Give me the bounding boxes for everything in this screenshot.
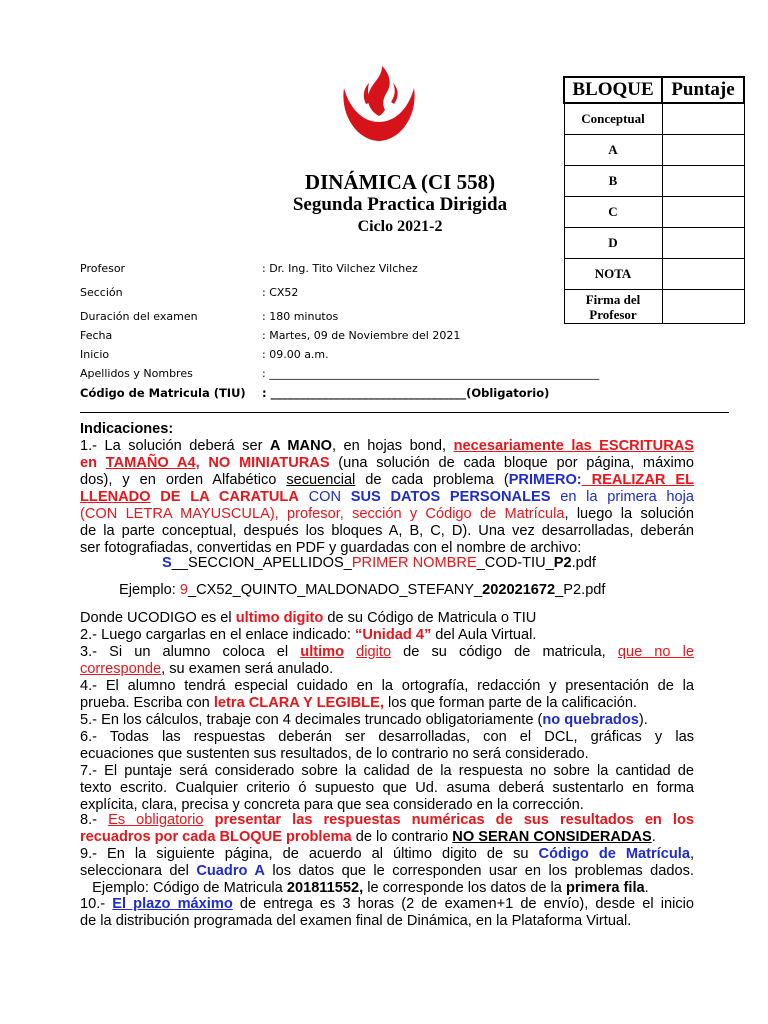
score-cell — [662, 228, 744, 259]
indicaciones-heading: Indicaciones: — [80, 421, 174, 437]
info-row-seccion — [80, 286, 720, 304]
info-label: Inicio — [80, 348, 110, 361]
info-value: : Martes, 09 de Noviembre del 2021 — [262, 329, 461, 342]
info-value: : Dr. Ing. Tito Vilchez Vilchez — [262, 262, 418, 275]
score-cell — [662, 166, 744, 197]
firma-line-2: Profesor — [589, 306, 637, 322]
score-row-label: NOTA — [564, 259, 662, 290]
filename-example: Ejemplo: 9_CX52_QUINTO_MALDONADO_STEFANY_202021672_P2.pdf — [119, 582, 606, 598]
info-label: Sección — [80, 286, 123, 299]
info-label: Fecha — [80, 329, 113, 342]
indicacion-5: 5.- En los cálculos, trabaje con 4 decimales truncado obligatoriamente (no quebrados). — [80, 712, 648, 728]
score-header-bloque: BLOQUE — [564, 77, 662, 103]
info-value: : CX52 — [262, 286, 299, 299]
score-row-label: Conceptual — [564, 103, 662, 135]
score-cell — [662, 103, 744, 135]
firma-line-1: Firma del — [585, 291, 641, 307]
info-row-fecha — [80, 329, 720, 347]
indicacion-4: 4.- El alumno tendrá especial cuidado en la ortografía, redacción y presentación de la prueba. Escriba con letra CLARA Y LEGIBLE, los que forman parte de la calificación. — [80, 678, 694, 711]
exam-subtitle: Segunda Practica Dirigida — [292, 194, 508, 215]
info-label: Código de Matricula (TIU) — [80, 386, 246, 400]
info-row-duracion — [80, 310, 720, 328]
score-row-label: C — [564, 197, 662, 228]
score-row-label: D — [564, 228, 662, 259]
info-value: : 09.00 a.m. — [262, 348, 329, 361]
score-row-label: A — [564, 135, 662, 166]
info-row-apellidos — [80, 367, 720, 385]
info-value: : __________________________________(Obligatorio) — [262, 386, 550, 400]
university-logo — [338, 64, 420, 144]
info-row-inicio — [80, 348, 720, 366]
indicacion-9: 9.- En la siguiente página, de acuerdo al último digito de su Código de Matrícula, seleccionara del Cuadro A los datos que le corresponden usar en los problemas dados. Ejemplo: Código de Matricula 201811552, le corresponde los datos de la primera fila. — [80, 846, 694, 896]
score-row-label: B — [564, 166, 662, 197]
score-cell — [662, 197, 744, 228]
info-label: Duración del examen — [80, 310, 198, 323]
exam-title: DINÁMICA (CI 558) — [304, 170, 496, 194]
indicacion-8: 8.- Es obligatorio presentar las respuestas numéricas de sus resultados en los recuadros por cada BLOQUE problema de lo contrario NO SERAN CONSIDERADAS. — [80, 812, 694, 845]
info-row-profesor — [80, 262, 720, 280]
indicacion-1: 1.- La solución deberá ser A MANO, en hojas bond, necesariamente las ESCRITURAS en TAMAÑO A4, NO MINIATURAS (una solución de cada bloque por página, máximo dos), y en orden Alfabético secuencial de cada problema (PRIMERO: REALIZAR EL LLENADO DE LA CARATULA CON SUS DATOS PERSONALES en la primera hoja (CON LETRA MAYUSCULA), profesor, sección y Código de Matrícula, luego la solución de la parte conceptual, después los bloques A, B, C, D). Una vez desarrolladas, deberán ser fotografiadas, convertidas en PDF y guardadas con el nombre de archivo: — [80, 438, 695, 556]
score-header-puntaje: Puntaje — [662, 77, 744, 103]
score-cell — [662, 135, 744, 166]
ucodigo-note: Donde UCODIGO es el ultimo digito de su Código de Matricula o TIU — [80, 610, 537, 626]
info-value: : ____________________________________________________________ — [262, 367, 600, 380]
filename-format: S__SECCION_APELLIDOS_PRIMER NOMBRE_COD-TIU_P2.pdf — [162, 555, 596, 571]
indicacion-3: 3.- Si un alumno coloca el ultimo digito de su código de matricula, que no le corresponde, su examen será anulado. — [80, 644, 694, 677]
info-label: Profesor — [80, 262, 126, 275]
info-value: : 180 minutos — [262, 310, 339, 323]
divider — [80, 412, 729, 413]
exam-cycle: Ciclo 2021-2 — [357, 218, 443, 235]
info-row-codigo — [80, 386, 720, 404]
indicacion-7: 7.- El puntaje será considerado sobre la calidad de la respuesta no sobre la cantidad de texto escrito. Cualquier criterio ó supuesto que Ud. asuma deberá sustentarlo en forma explícita, clara, precisa y concreta para que sea considerado en la corrección. — [80, 763, 694, 813]
info-label: Apellidos y Nombres — [80, 367, 193, 380]
indicacion-6: 6.- Todas las respuestas deberán ser desarrolladas, con el DCL, gráficas y las ecuaciones que sustenten sus resultados, de lo contrario no será considerado. — [80, 729, 694, 762]
indicacion-2: 2.- Luego cargarlas en el enlace indicado: “Unidad 4” del Aula Virtual. — [80, 627, 537, 643]
indicacion-10: 10.- El plazo máximo de entrega es 3 horas (2 de examen+1 de envío), desde el inicio de la distribución programada del examen final de Dinámica, en la Plataforma Virtual. — [80, 896, 695, 929]
